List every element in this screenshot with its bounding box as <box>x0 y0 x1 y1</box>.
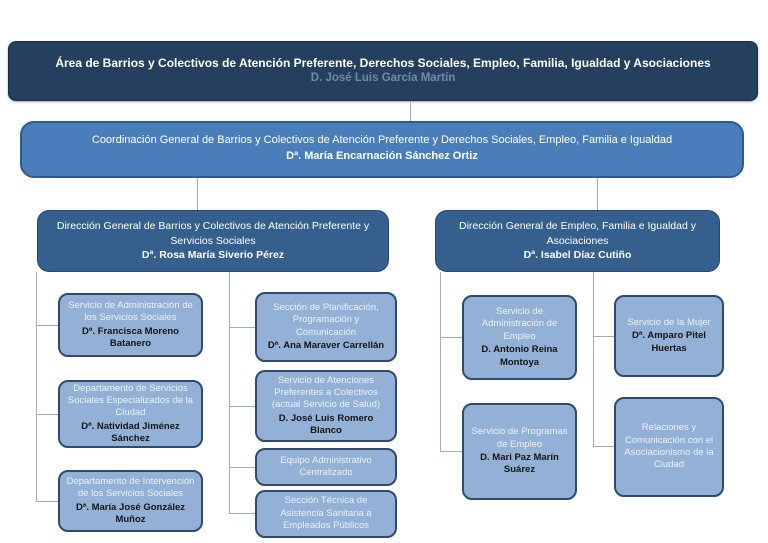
connector-stub-col1-2 <box>36 414 58 415</box>
area-title: Área de Barrios y Colectivos de Atención Preferente, Derechos Sociales, Empleo, Familia, Igualdad y Asociaciones <box>55 56 711 71</box>
unit-title: Servicio de la Mujer <box>627 316 711 328</box>
unit-head-name: D. Antonio Reina Montoya <box>481 344 558 368</box>
connector-trunk-col2 <box>229 272 230 514</box>
unit-title: Relaciones y Comunicación con el Asociacionismo de la Ciudad <box>624 422 714 471</box>
unit-box-servicio-administracion-empleo <box>462 295 577 380</box>
unit-title: Servicio de Administración de los Servicios Sociales <box>68 299 193 324</box>
connector-trunk-col1 <box>36 272 37 501</box>
unit-box-departamento-servicios-sociales-especializados <box>58 380 203 448</box>
unit-box-relaciones-asociacionismo <box>614 397 724 497</box>
unit-box-servicio-atenciones-preferentes <box>255 370 397 442</box>
unit-title: Sección Técnica de Asistencia Sanitaria a Empleados Públicos <box>280 495 372 532</box>
directorate-right-title: Dirección General de Empleo, Familia e Igualdad y Asociaciones <box>459 219 696 247</box>
unit-head-name: D. Mari Paz Marín Suárez <box>480 452 559 476</box>
connector-stub-col1-3 <box>36 501 58 502</box>
unit-head-name: Dª. Natividad Jiménez Sánchez <box>81 420 180 445</box>
directorate-right-box <box>435 210 720 272</box>
connector-stub-col2-2 <box>229 406 255 407</box>
unit-title: Sección de Planificación, Programación y Comunicación <box>273 301 379 338</box>
unit-head-name: Dª. María José González Muñoz <box>75 501 186 525</box>
connector-stub-col2-1 <box>229 327 255 328</box>
area-box <box>8 41 758 101</box>
unit-title: Departamento de Servicios Sociales Especializados de la Ciudad <box>67 382 194 419</box>
connector-trunk-col3 <box>440 272 441 451</box>
area-head-name: D. José Luis García Martín <box>310 72 456 85</box>
connector-trunk-col4 <box>593 272 594 446</box>
unit-title: Equipo Administrativo Centralizado <box>280 454 372 478</box>
connector-stub-col2-3 <box>229 467 255 468</box>
unit-box-seccion-tecnica-asistencia <box>255 490 397 538</box>
unit-head-name: D. José Luis Romero Blanco <box>278 412 374 437</box>
unit-title: Departamento de Intervención de los Servicios Sociales <box>66 475 195 500</box>
unit-box-seccion-planificacion <box>255 292 397 362</box>
coordination-head-name: Dª. María Encarnación Sánchez Ortiz <box>286 149 478 162</box>
unit-title: Servicio de Programas de Empleo <box>471 426 568 450</box>
connector-root-coordination <box>410 101 411 121</box>
unit-box-departamento-intervencion-servicios-sociales <box>58 470 203 532</box>
unit-title: Servicio de Administración de Empleo <box>481 306 558 342</box>
connector-stub-col3-1 <box>440 337 462 338</box>
connector-stub-col1-1 <box>36 325 58 326</box>
directorate-left-box <box>37 210 389 272</box>
connector-coordination-directorate-left <box>197 178 198 210</box>
unit-head-name: Dª. Francisca Moreno Batanero <box>82 325 179 349</box>
connector-stub-col2-4 <box>229 513 255 514</box>
unit-box-equipo-administrativo <box>255 448 397 486</box>
unit-box-servicio-administracion-servicios-sociales <box>58 293 203 357</box>
unit-head-name: Dª. Ana Maraver Carrellán <box>267 339 385 351</box>
unit-head-name: Dª. Amparo Pitel Huertas <box>632 330 706 354</box>
directorate-left-head-name: Dª. Rosa María Siverio Pérez <box>141 249 285 262</box>
unit-box-servicio-programas-empleo <box>462 403 577 500</box>
connector-stub-col4-1 <box>593 336 614 337</box>
unit-title: Servicio de Atenciones Preferentes a Colectivos (actual Servicio de Salud) <box>271 374 381 411</box>
connector-coordination-directorate-right <box>597 178 598 210</box>
connector-stub-col3-2 <box>440 451 462 452</box>
directorate-right-head-name: Dª. Isabel Díaz Cutiño <box>523 249 632 262</box>
unit-box-servicio-mujer <box>614 295 724 377</box>
directorate-left-title: Dirección General de Barrios y Colectivos de Atención Preferente y Servicios Sociales <box>56 219 370 247</box>
coordination-title: Coordinación General de Barrios y Colectivos de Atención Preferente y Derechos Sociales, Empleo, Familia e Igualdad <box>91 134 673 146</box>
connector-stub-col4-2 <box>593 446 614 447</box>
coordination-box <box>20 121 744 178</box>
